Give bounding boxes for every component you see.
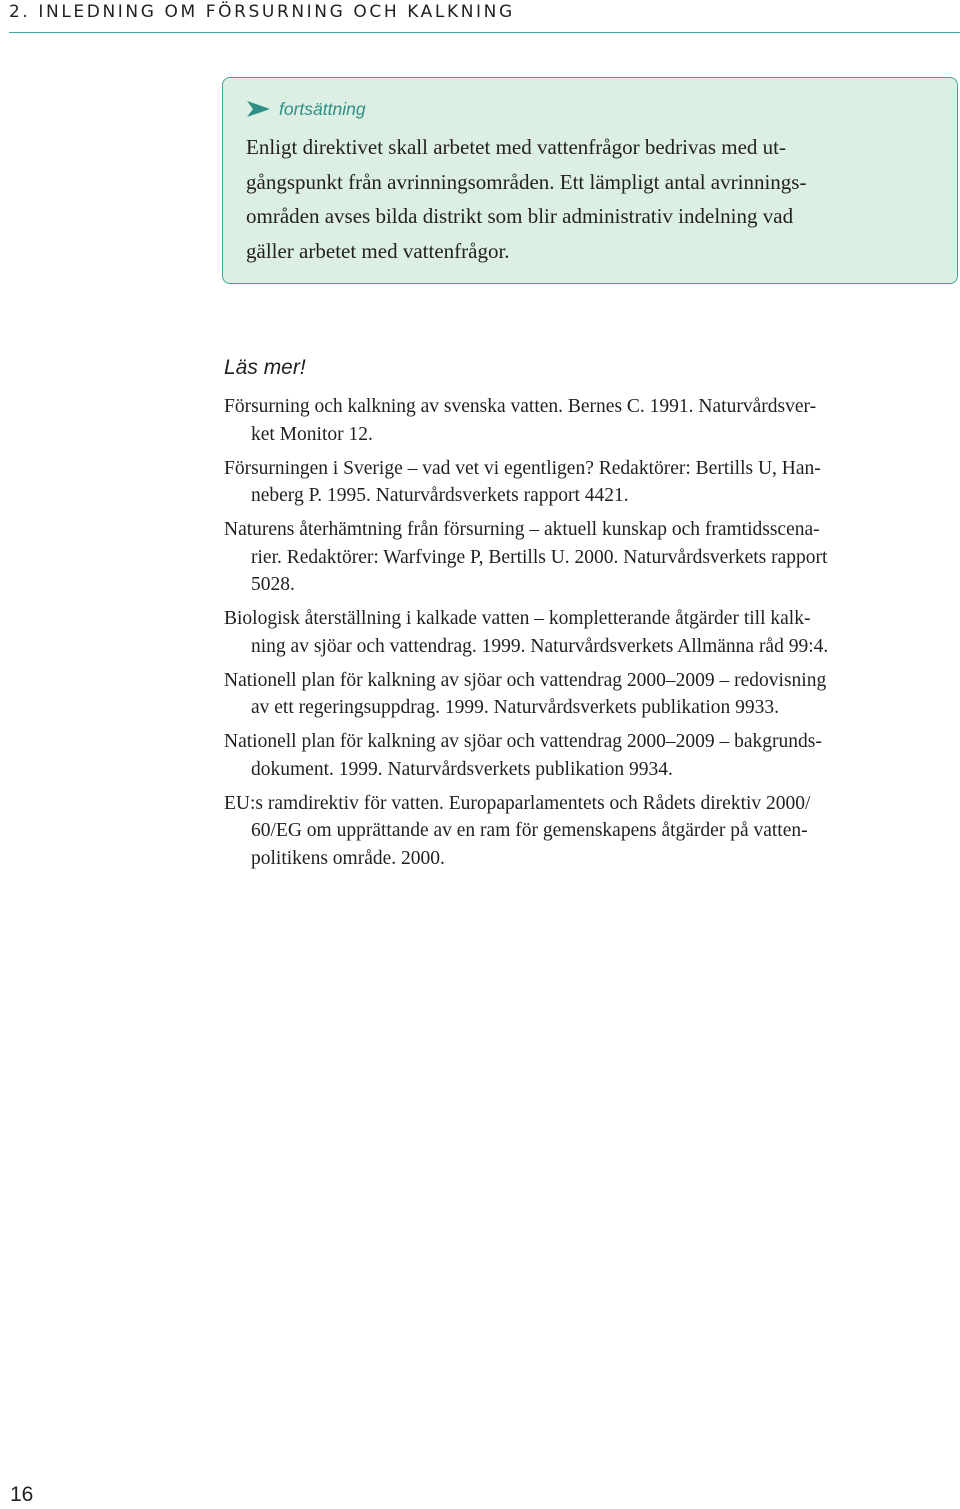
reference-line: dokument. 1999. Naturvårdsverkets publikation 9934. — [251, 758, 673, 780]
reference-line: Försurningen i Sverige – vad vet vi egentligen? Redaktörer: Bertills U, Han- — [224, 457, 821, 479]
note-line: Enligt direktivet skall arbetet med vattenfrågor bedrivas med ut- — [246, 135, 786, 159]
note-line: gångspunkt från avrinningsområden. Ett lämpligt antal avrinnings- — [246, 169, 807, 194]
page-number: 16 — [10, 1483, 34, 1506]
reference-line: rier. Redaktörer: Warfvinge P, Bertills U. 2000. Naturvårdsverkets rapport — [251, 546, 828, 568]
note-heading — [247, 98, 366, 120]
reference-list — [224, 393, 954, 879]
reference-line: politikens område. 2000. — [251, 847, 445, 869]
arrow-right-icon — [247, 101, 270, 117]
reference-line: neberg P. 1995. Naturvårdsverkets rapport 4421. — [251, 485, 629, 506]
reference-item — [224, 790, 954, 873]
reference-line: Nationell plan för kalkning av sjöar och vattendrag 2000–2009 – bakgrunds- — [224, 731, 822, 752]
reference-item — [224, 728, 954, 783]
reference-line: 60/EG om upprättande av en ram för gemenskapens åtgärder på vatten- — [251, 820, 808, 841]
note-heading-label: fortsättning — [279, 98, 366, 119]
reference-item — [224, 667, 954, 722]
reference-line: ning av sjöar och vattendrag. 1999. Naturvårdsverkets Allmänna råd 99:4. — [251, 635, 829, 657]
reference-line: EU:s ramdirektiv för vatten. Europaparlamentets och Rådets direktiv 2000/ — [224, 792, 811, 814]
reference-line: Naturens återhämtning från försurning – aktuell kunskap och framtidsscena- — [224, 519, 820, 540]
read-more-title: Läs mer! — [224, 356, 306, 379]
note-line: områden avses bilda distrikt som blir administrativ indelning vad — [246, 204, 794, 228]
reference-line: Biologisk återställning i kalkade vatten – kompletterande åtgärder till kalk- — [224, 608, 811, 629]
reference-line: Försurning och kalkning av svenska vatten. Bernes C. 1991. Naturvårdsver- — [224, 396, 817, 417]
reference-line: ket Monitor 12. — [251, 423, 373, 445]
reference-line: 5028. — [251, 574, 295, 595]
note-line: gäller arbetet med vattenfrågor. — [246, 238, 510, 263]
continuation-note-box — [222, 77, 958, 284]
running-head: 2. INLEDNING OM FÖRSURNING OCH KALKNING — [9, 2, 515, 22]
reference-line: av ett regeringsuppdrag. 1999. Naturvårdsverkets publikation 9933. — [251, 697, 779, 718]
reference-line: Nationell plan för kalkning av sjöar och vattendrag 2000–2009 – redovisning — [224, 669, 827, 691]
reference-item — [224, 455, 954, 510]
note-body — [246, 130, 936, 268]
reference-item — [224, 393, 954, 448]
header-rule — [9, 32, 960, 33]
reference-item — [224, 516, 954, 599]
reference-item — [224, 605, 954, 660]
